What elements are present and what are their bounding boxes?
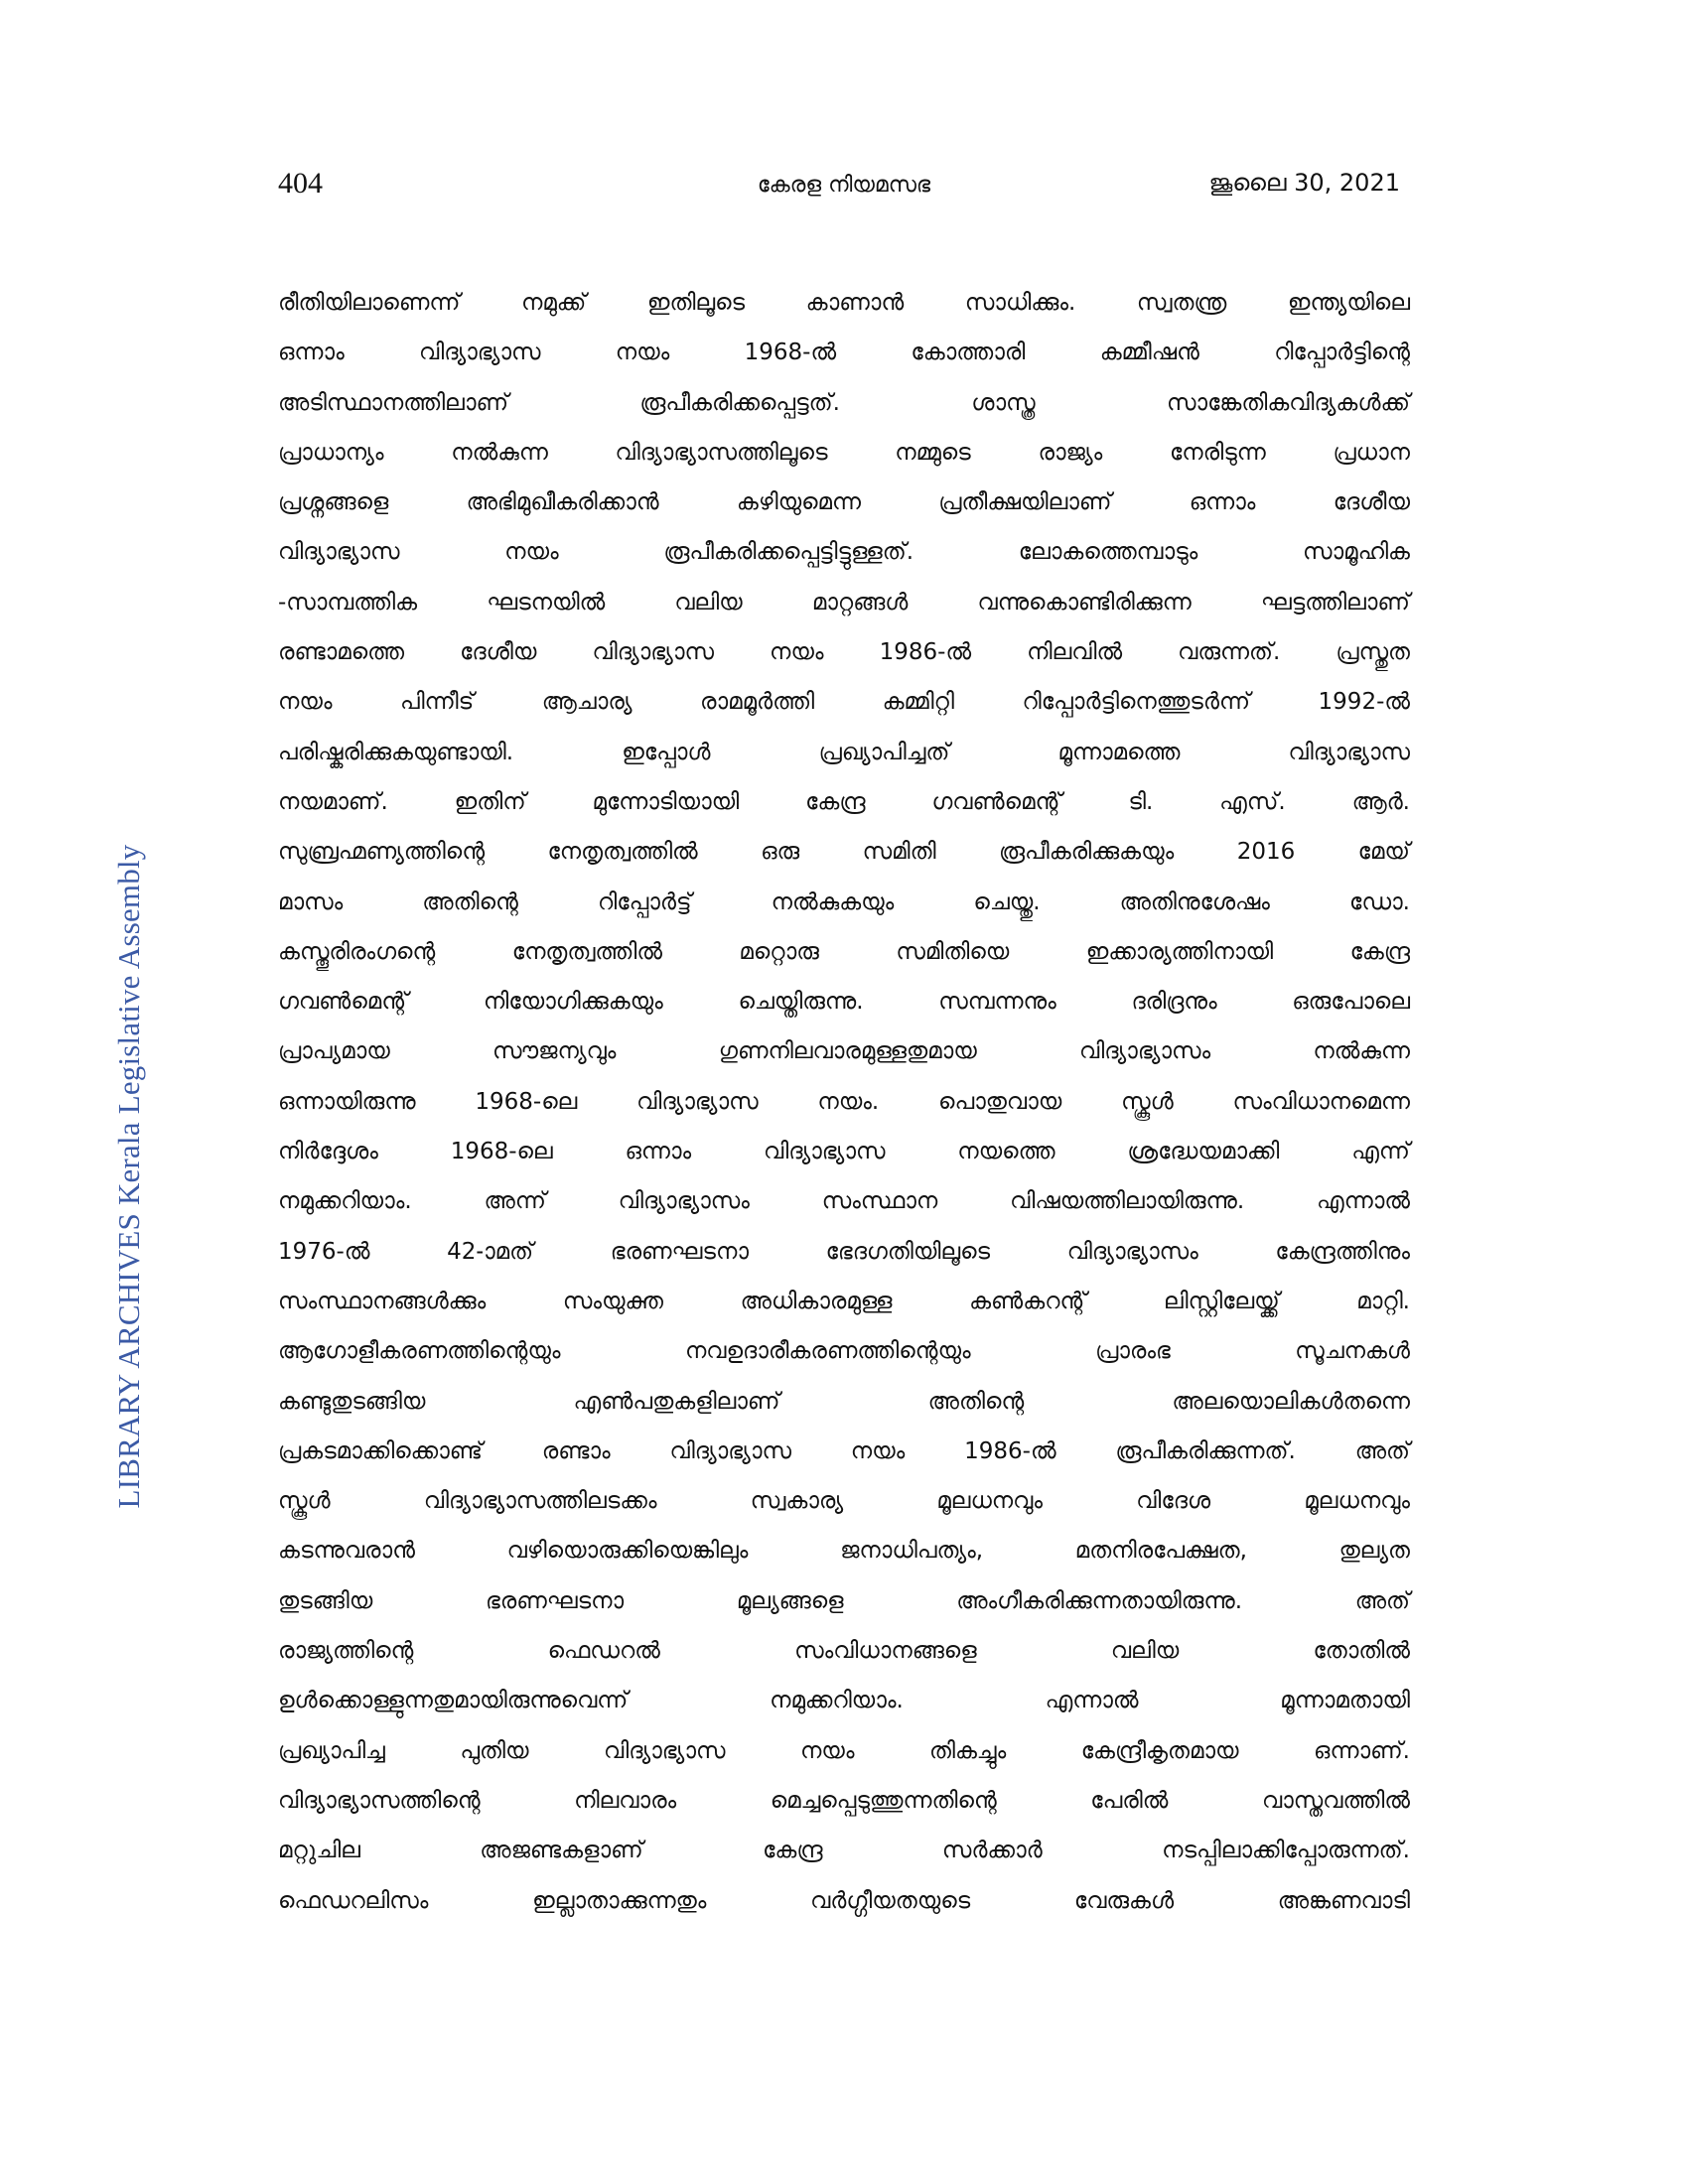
body-line: വിദ്യാഭ്യാസ നയം രൂപീകരിക്കപ്പെട്ടിട്ടുള്ളത്. ലോകത്തെമ്പാടും സാമൂഹിക	[278, 539, 1410, 566]
body-line: -സാമ്പത്തിക ഘടനയിൽ വലിയ മാറ്റങ്ങൾ വന്നുകൊണ്ടിരിക്കുന്ന ഘട്ടത്തിലാണ്	[278, 589, 1410, 615]
body-line: ഫെഡറലിസം ഇല്ലാതാക്കുന്നതും വർഗ്ഗീയതയുടെ വേരുകൾ അങ്കണവാടി	[278, 1887, 1410, 1914]
page-date: ജൂലൈ 30, 2021	[1208, 169, 1400, 197]
body-line: നമുക്കറിയാം. അന്ന് വിദ്യാഭ്യാസം സംസ്ഥാന വിഷയത്തിലായിരുന്നു. എന്നാൽ	[278, 1188, 1410, 1215]
body-line: പരിഷ്കരിക്കുകയുണ്ടായി. ഇപ്പോൾ പ്രഖ്യാപിച്ചത് മൂന്നാമത്തെ വിദ്യാഭ്യാസ	[278, 739, 1410, 765]
body-line: മറ്റുചില അജണ്ടകളാണ് കേന്ദ്ര സർക്കാർ നടപ്പിലാക്കിപ്പോരുന്നത്.	[278, 1838, 1410, 1864]
body-line: ഒന്നാം വിദ്യാഭ്യാസ നയം 1968-ൽ കോത്താരി കമ്മീഷൻ റിപ്പോർട്ടിന്റെ	[278, 340, 1410, 366]
body-line: നയം പിന്നീട് ആചാര്യ രാമമൂർത്തി കമ്മിറ്റി റിപ്പോർട്ടിനെത്തുടർന്ന് 1992-ൽ	[278, 689, 1410, 716]
library-archives-watermark: LIBRARY ARCHIVES Kerala Legislative Assembly	[111, 844, 146, 1509]
body-line: ഉൾക്കൊള്ളുന്നതുമായിരുന്നുവെന്ന് നമുക്കറിയാം. എന്നാൽ മൂന്നാമതായി	[278, 1688, 1410, 1714]
page-title: കേരള നിയമസഭ	[757, 173, 931, 198]
body-line: നയമാണ്. ഇതിന് മുന്നോടിയായി കേന്ദ്ര ഗവൺമെന്റ് ടി. എസ്. ആർ.	[278, 788, 1410, 815]
body-line: പ്രാധാന്യം നൽകുന്ന വിദ്യാഭ്യാസത്തിലൂടെ നമ്മുടെ രാജ്യം നേരിടുന്ന പ്രധാന	[278, 439, 1410, 466]
body-line: അടിസ്ഥാനത്തിലാണ് രൂപീകരിക്കപ്പെട്ടത്. ശാസ്ത്ര സാങ്കേതികവിദ്യകൾക്ക്	[278, 389, 1410, 416]
page-number: 404	[278, 167, 323, 200]
body-line: പ്രശ്നങ്ങളെ അഭിമുഖീകരിക്കാൻ കഴിയുമെന്ന പ്രതീക്ഷയിലാണ് ഒന്നാം ദേശീയ	[278, 489, 1410, 516]
body-line: നിർദ്ദേശം 1968-ലെ ഒന്നാം വിദ്യാഭ്യാസ നയത്തെ ശ്രദ്ധേയമാക്കി എന്ന്	[278, 1139, 1410, 1165]
body-line: കണ്ടുതുടങ്ങിയ എൺപതുകളിലാണ് അതിന്റെ അലയൊലികൾതന്നെ	[278, 1388, 1410, 1415]
body-line: സ്കൂൾ വിദ്യാഭ്യാസത്തിലടക്കം സ്വകാര്യ മൂലധനവും വിദേശ മൂലധനവും	[278, 1488, 1410, 1515]
body-line: മാസം അതിന്റെ റിപ്പോർട്ട് നൽകുകയും ചെയ്തു. അതിനുശേഷം ഡോ.	[278, 888, 1410, 915]
body-line: കസ്തൂരിരംഗന്റെ നേതൃത്വത്തിൽ മറ്റൊരു സമിതിയെ ഇക്കാര്യത്തിനായി കേന്ദ്ര	[278, 938, 1410, 965]
body-line: രാജ്യത്തിന്റെ ഫെഡറൽ സംവിധാനങ്ങളെ വലിയ തോതിൽ	[278, 1638, 1410, 1665]
body-line: ഗവൺമെന്റ് നിയോഗിക്കുകയും ചെയ്തിരുന്നു. സമ്പന്നനും ദരിദ്രനും ഒരുപോലെ	[278, 989, 1410, 1016]
body-line: വിദ്യാഭ്യാസത്തിന്റെ നിലവാരം മെച്ചപ്പെടുത്തുന്നതിന്റെ പേരിൽ വാസ്തവത്തിൽ	[278, 1787, 1410, 1814]
body-line: ഒന്നായിരുന്നു 1968-ലെ വിദ്യാഭ്യാസ നയം. പൊതുവായ സ്കൂൾ സംവിധാനമെന്ന	[278, 1088, 1410, 1115]
body-line: പ്രഖ്യാപിച്ച പുതിയ വിദ്യാഭ്യാസ നയം തികച്ചും കേന്ദ്രീകൃതമായ ഒന്നാണ്.	[278, 1737, 1410, 1764]
body-line: 1976-ൽ 42-ാമത് ഭരണഘടനാ ഭേദഗതിയിലൂടെ വിദ്യാഭ്യാസം കേന്ദ്രത്തിനും	[278, 1238, 1410, 1265]
body-line: സംസ്ഥാനങ്ങൾക്കും സംയുക്ത അധികാരമുള്ള കൺകറന്റ് ലിസ്റ്റിലേയ്ക്ക് മാറ്റി.	[278, 1288, 1410, 1314]
body-line: സുബ്രഹ്മണ്യത്തിന്റെ നേതൃത്വത്തിൽ ഒരു സമിതി രൂപീകരിക്കുകയും 2016 മേയ്	[278, 839, 1410, 866]
body-line: കടന്നുവരാൻ വഴിയൊരുക്കിയെങ്കിലും ജനാധിപത്യം, മതനിരപേക്ഷത, തുല്യത	[278, 1538, 1410, 1565]
body-line: രണ്ടാമത്തെ ദേശീയ വിദ്യാഭ്യാസ നയം 1986-ൽ നിലവിൽ വരുന്നത്. പ്രസ്തുത	[278, 639, 1410, 666]
body-line: പ്രകടമാക്കിക്കൊണ്ട് രണ്ടാം വിദ്യാഭ്യാസ നയം 1986-ൽ രൂപീകരിക്കുന്നത്. അത്	[278, 1437, 1410, 1464]
body-line: പ്രാപ്യമായ സൗജന്യവും ഗുണനിലവാരമുള്ളതുമായ വിദ്യാഭ്യാസം നൽകുന്ന	[278, 1038, 1410, 1065]
body-line: തുടങ്ങിയ ഭരണഘടനാ മൂല്യങ്ങളെ അംഗീകരിക്കുന്നതായിരുന്നു. അത്	[278, 1587, 1410, 1614]
body-line: ആഗോളീകരണത്തിന്റെയും നവഉദാരീകരണത്തിന്റെയും പ്രാരംഭ സൂചനകൾ	[278, 1338, 1410, 1365]
body-text	[278, 278, 1410, 1926]
body-line: രീതിയിലാണെന്ന് നമുക്ക് ഇതിലൂടെ കാണാൻ സാധിക്കും. സ്വതന്ത്ര ഇന്ത്യയിലെ	[278, 290, 1410, 316]
